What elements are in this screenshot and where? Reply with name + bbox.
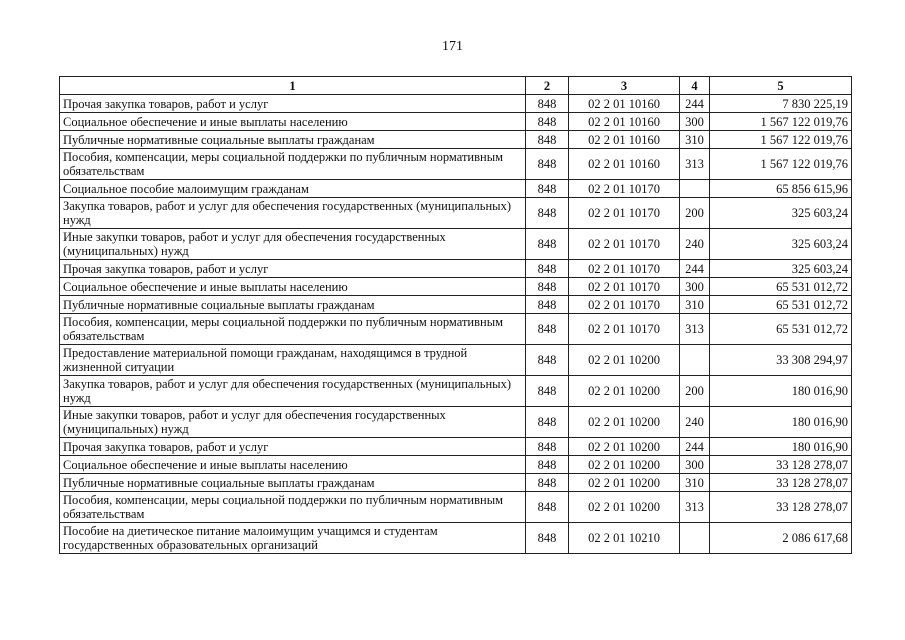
cell-name: Публичные нормативные социальные выплаты гражданам (60, 131, 526, 149)
header-col-4: 4 (680, 77, 710, 95)
cell-amount: 33 128 278,07 (710, 456, 852, 474)
table-row (60, 523, 852, 554)
cell-expense-type: 300 (680, 278, 710, 296)
cell-amount: 180 016,90 (710, 376, 852, 407)
cell-amount: 65 531 012,72 (710, 278, 852, 296)
cell-target-article: 02 2 01 10170 (569, 260, 680, 278)
cell-admin-code: 848 (526, 376, 569, 407)
cell-name: Пособия, компенсации, меры социальной поддержки по публичным нормативным обязательствам (60, 149, 526, 180)
cell-name: Пособия, компенсации, меры социальной поддержки по публичным нормативным обязательствам (60, 492, 526, 523)
cell-admin-code: 848 (526, 492, 569, 523)
cell-admin-code: 848 (526, 474, 569, 492)
table-row (60, 180, 852, 198)
cell-expense-type: 240 (680, 407, 710, 438)
cell-admin-code: 848 (526, 113, 569, 131)
cell-expense-type: 300 (680, 113, 710, 131)
cell-admin-code: 848 (526, 314, 569, 345)
table-row (60, 113, 852, 131)
cell-name: Публичные нормативные социальные выплаты гражданам (60, 296, 526, 314)
cell-expense-type: 313 (680, 149, 710, 180)
cell-expense-type: 300 (680, 456, 710, 474)
cell-target-article: 02 2 01 10170 (569, 229, 680, 260)
table-row (60, 296, 852, 314)
cell-expense-type: 310 (680, 474, 710, 492)
cell-target-article: 02 2 01 10160 (569, 131, 680, 149)
table-body (60, 95, 852, 554)
table-row (60, 314, 852, 345)
cell-target-article: 02 2 01 10200 (569, 438, 680, 456)
cell-expense-type: 200 (680, 376, 710, 407)
table-row (60, 149, 852, 180)
table-row (60, 456, 852, 474)
cell-admin-code: 848 (526, 438, 569, 456)
cell-expense-type: 240 (680, 229, 710, 260)
cell-amount: 2 086 617,68 (710, 523, 852, 554)
page-number: 171 (442, 39, 463, 54)
cell-amount: 1 567 122 019,76 (710, 113, 852, 131)
cell-target-article: 02 2 01 10210 (569, 523, 680, 554)
cell-amount: 65 531 012,72 (710, 296, 852, 314)
table-row (60, 438, 852, 456)
table-row (60, 376, 852, 407)
cell-name: Иные закупки товаров, работ и услуг для обеспечения государственных (муниципальных) нужд (60, 407, 526, 438)
cell-name: Иные закупки товаров, работ и услуг для обеспечения государственных (муниципальных) нужд (60, 229, 526, 260)
cell-target-article: 02 2 01 10170 (569, 296, 680, 314)
table-row (60, 492, 852, 523)
cell-admin-code: 848 (526, 296, 569, 314)
cell-admin-code: 848 (526, 260, 569, 278)
cell-amount: 325 603,24 (710, 260, 852, 278)
cell-expense-type (680, 345, 710, 376)
cell-amount: 7 830 225,19 (710, 95, 852, 113)
cell-target-article: 02 2 01 10200 (569, 407, 680, 438)
cell-name: Пособие на диетическое питание малоимущим учащимся и студентам государственных образовательных организаций (60, 523, 526, 554)
table-header-row (60, 77, 852, 95)
cell-target-article: 02 2 01 10160 (569, 113, 680, 131)
cell-name: Прочая закупка товаров, работ и услуг (60, 260, 526, 278)
cell-target-article: 02 2 01 10160 (569, 149, 680, 180)
cell-target-article: 02 2 01 10200 (569, 376, 680, 407)
cell-admin-code: 848 (526, 229, 569, 260)
cell-admin-code: 848 (526, 278, 569, 296)
cell-target-article: 02 2 01 10170 (569, 198, 680, 229)
cell-expense-type: 200 (680, 198, 710, 229)
cell-amount: 33 128 278,07 (710, 492, 852, 523)
cell-name: Социальное обеспечение и иные выплаты населению (60, 278, 526, 296)
header-col-1: 1 (60, 77, 526, 95)
table-row (60, 198, 852, 229)
cell-name: Пособия, компенсации, меры социальной поддержки по публичным нормативным обязательствам (60, 314, 526, 345)
cell-admin-code: 848 (526, 456, 569, 474)
header-col-2: 2 (526, 77, 569, 95)
cell-admin-code: 848 (526, 131, 569, 149)
cell-target-article: 02 2 01 10200 (569, 492, 680, 523)
cell-name: Предоставление материальной помощи гражданам, находящимся в трудной жизненной ситуации (60, 345, 526, 376)
budget-table (59, 76, 852, 554)
cell-admin-code: 848 (526, 198, 569, 229)
cell-amount: 33 128 278,07 (710, 474, 852, 492)
cell-admin-code: 848 (526, 345, 569, 376)
cell-amount: 180 016,90 (710, 407, 852, 438)
table-row (60, 131, 852, 149)
table-row (60, 278, 852, 296)
cell-amount: 325 603,24 (710, 198, 852, 229)
cell-target-article: 02 2 01 10200 (569, 345, 680, 376)
cell-expense-type: 313 (680, 492, 710, 523)
header-col-3: 3 (569, 77, 680, 95)
cell-amount: 180 016,90 (710, 438, 852, 456)
cell-expense-type (680, 523, 710, 554)
cell-name: Закупка товаров, работ и услуг для обеспечения государственных (муниципальных) нужд (60, 198, 526, 229)
cell-amount: 33 308 294,97 (710, 345, 852, 376)
cell-amount: 325 603,24 (710, 229, 852, 260)
cell-admin-code: 848 (526, 180, 569, 198)
cell-expense-type: 310 (680, 296, 710, 314)
table-row (60, 345, 852, 376)
table-row (60, 229, 852, 260)
cell-target-article: 02 2 01 10170 (569, 278, 680, 296)
cell-admin-code: 848 (526, 407, 569, 438)
cell-name: Прочая закупка товаров, работ и услуг (60, 95, 526, 113)
cell-amount: 1 567 122 019,76 (710, 131, 852, 149)
table-row (60, 260, 852, 278)
cell-name: Социальное пособие малоимущим гражданам (60, 180, 526, 198)
cell-amount: 1 567 122 019,76 (710, 149, 852, 180)
cell-name: Социальное обеспечение и иные выплаты населению (60, 456, 526, 474)
cell-admin-code: 848 (526, 523, 569, 554)
cell-expense-type: 244 (680, 438, 710, 456)
cell-expense-type: 244 (680, 260, 710, 278)
cell-expense-type (680, 180, 710, 198)
cell-target-article: 02 2 01 10200 (569, 456, 680, 474)
cell-amount: 65 856 615,96 (710, 180, 852, 198)
cell-expense-type: 310 (680, 131, 710, 149)
cell-name: Публичные нормативные социальные выплаты гражданам (60, 474, 526, 492)
cell-admin-code: 848 (526, 149, 569, 180)
table-row (60, 95, 852, 113)
cell-expense-type: 244 (680, 95, 710, 113)
cell-target-article: 02 2 01 10160 (569, 95, 680, 113)
cell-name: Социальное обеспечение и иные выплаты населению (60, 113, 526, 131)
cell-admin-code: 848 (526, 95, 569, 113)
cell-target-article: 02 2 01 10200 (569, 474, 680, 492)
table-row (60, 407, 852, 438)
cell-target-article: 02 2 01 10170 (569, 180, 680, 198)
cell-amount: 65 531 012,72 (710, 314, 852, 345)
cell-name: Закупка товаров, работ и услуг для обеспечения государственных (муниципальных) нужд (60, 376, 526, 407)
header-col-5: 5 (710, 77, 852, 95)
cell-name: Прочая закупка товаров, работ и услуг (60, 438, 526, 456)
cell-target-article: 02 2 01 10170 (569, 314, 680, 345)
table-row (60, 474, 852, 492)
cell-expense-type: 313 (680, 314, 710, 345)
